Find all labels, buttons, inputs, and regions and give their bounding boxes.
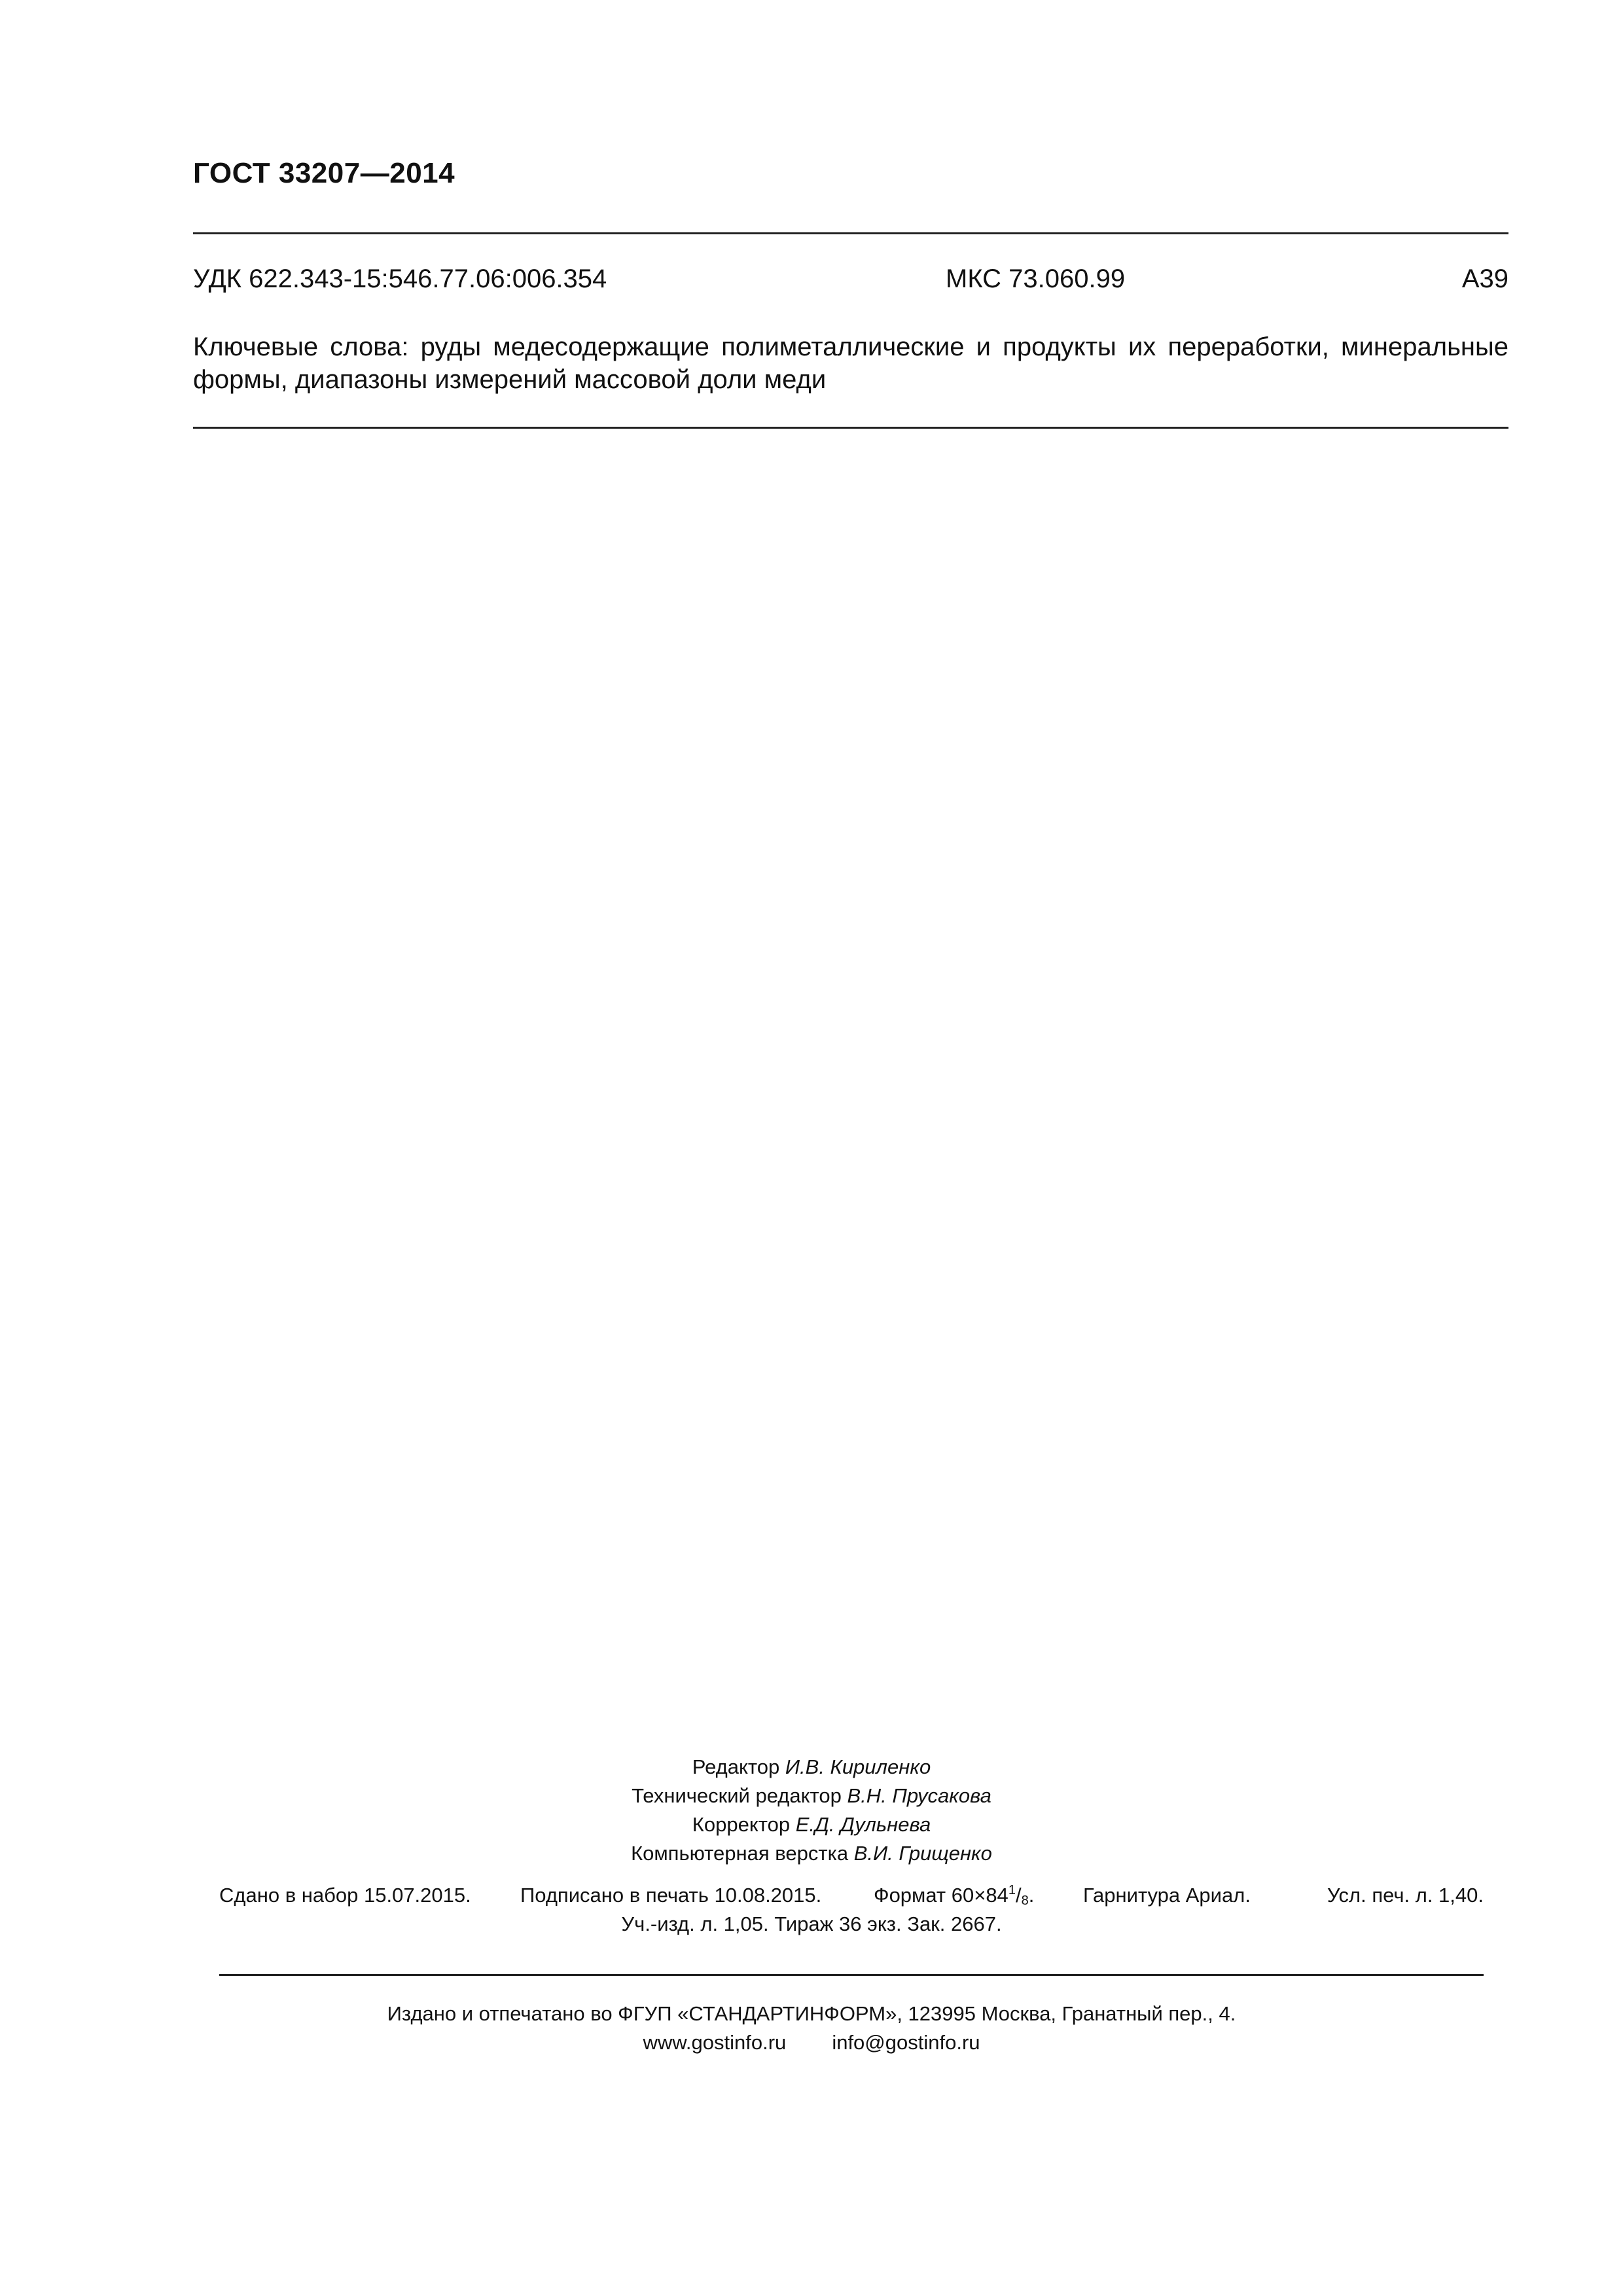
credit-role: Корректор — [692, 1813, 791, 1836]
website-link[interactable]: www.gostinfo.ru — [643, 2031, 787, 2054]
standard-number: ГОСТ 33207—2014 — [193, 157, 455, 189]
print-run-details: Уч.-изд. л. 1,05. Тираж 36 экз. Зак. 2667. — [621, 1912, 1002, 1935]
udk-code: УДК 622.343-15:546.77.06:006.354 — [193, 264, 607, 293]
imprint-block — [0, 2000, 1623, 2057]
credit-line — [0, 1782, 1623, 1810]
header-divider — [193, 232, 1508, 234]
format-end: . — [1028, 1884, 1035, 1907]
imprint-divider — [219, 1974, 1484, 1976]
okstu-code: А39 — [1461, 264, 1508, 293]
publisher-line: Издано и отпечатано во ФГУП «СТАНДАРТИНФОРМ», 123995 Москва, Гранатный пер., 4. — [387, 2002, 1236, 2025]
paper-format: Формат $60\times 84^1/_8$. — [874, 1883, 1035, 1908]
classification-row — [193, 264, 1508, 297]
credit-name: Е.Д. Дульнева — [795, 1813, 931, 1836]
print-signed-date: Подписано в печать 10.08.2015. — [520, 1884, 822, 1907]
credit-line — [0, 1839, 1623, 1868]
format-label: Формат 60×84 — [874, 1884, 1008, 1907]
format-denominator: 8 — [1021, 1893, 1029, 1908]
credits-block — [0, 1753, 1623, 1868]
format-numerator: 1 — [1008, 1883, 1016, 1897]
keywords-divider — [193, 427, 1508, 429]
typeset-date: Сдано в набор 15.07.2015. — [219, 1884, 471, 1907]
credit-line — [0, 1753, 1623, 1782]
email-link[interactable]: info@gostinfo.ru — [832, 2031, 980, 2054]
credit-line — [0, 1810, 1623, 1839]
typeface: Гарнитура Ариал. — [1083, 1884, 1251, 1907]
credit-role: Технический редактор — [632, 1784, 842, 1807]
credit-name: И.В. Кириленко — [785, 1755, 931, 1778]
credit-role: Редактор — [692, 1755, 780, 1778]
mks-code: МКС 73.060.99 — [946, 264, 1126, 293]
credit-name: В.И. Грищенко — [853, 1842, 992, 1865]
keywords-paragraph: Ключевые слова: руды медесодержащие полиметаллические и продукты их переработки, минеральные формы, диапазоны измерений массовой доли меди — [193, 332, 1508, 394]
contacts-line — [0, 2028, 1623, 2057]
credit-name: В.Н. Прусакова — [847, 1784, 991, 1807]
printed-sheets: Усл. печ. л. 1,40. — [1327, 1884, 1484, 1907]
credit-role: Компьютерная верстка — [631, 1842, 849, 1865]
publishing-details — [219, 1884, 1484, 1912]
